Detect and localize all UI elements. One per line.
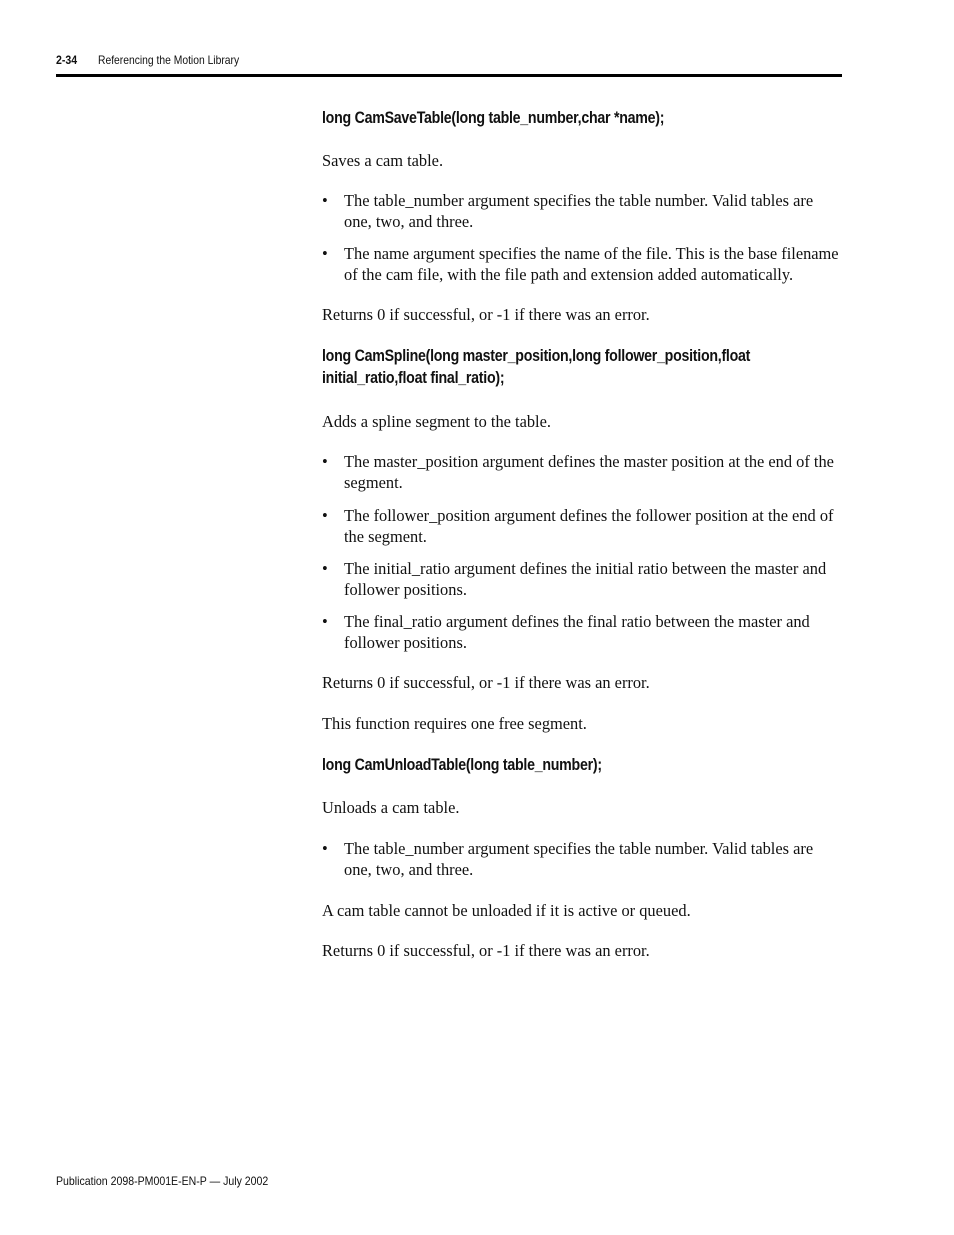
list-item-text: The table_number argument specifies the table number. Valid tables are one, two, and three.: [344, 839, 814, 879]
function-description: Saves a cam table.: [322, 151, 444, 170]
list-item-text: The master_position argument defines the master position at the end of the segment.: [344, 452, 834, 492]
bullet-icon: •: [322, 452, 328, 471]
function-description: Unloads a cam table.: [322, 798, 460, 817]
requirement-note: This function requires one free segment.: [322, 714, 587, 733]
list-item: [322, 243, 842, 285]
return-note: Returns 0 if successful, or -1 if there was an error.: [322, 305, 650, 324]
function-heading-camspline: [322, 345, 847, 389]
return-note: Returns 0 if successful, or -1 if there was an error.: [322, 941, 650, 960]
section-title: Referencing the Motion Library: [98, 53, 240, 67]
argument-list: [322, 838, 842, 880]
page-number: 2-34: [56, 53, 78, 67]
bullet-icon: •: [322, 191, 328, 210]
page-header: [56, 52, 842, 74]
list-item: [322, 451, 842, 493]
list-item: [322, 505, 842, 547]
page-footer: Publication 2098-PM001E-EN-P — July 2002: [56, 1174, 269, 1188]
page-content: [322, 107, 842, 961]
function-heading-camsavetable: long CamSaveTable(long table_number,char *name);: [322, 109, 665, 127]
function-description: Adds a spline segment to the table.: [322, 412, 551, 431]
signature-line: initial_ratio,float final_ratio);: [322, 369, 505, 387]
list-item-text: The initial_ratio argument defines the initial ratio between the master and follower positions.: [344, 559, 827, 599]
list-item-text: The final_ratio argument defines the final ratio between the master and follower positions.: [344, 612, 810, 652]
list-item: [322, 838, 842, 880]
argument-list: [322, 451, 842, 653]
header-rule: [56, 74, 842, 77]
bullet-icon: •: [322, 559, 328, 578]
list-item: [322, 190, 842, 232]
bullet-icon: •: [322, 506, 328, 525]
list-item-text: The follower_position argument defines the follower position at the end of the segment.: [344, 506, 834, 546]
signature-line: long CamSpline(long master_position,long follower_position,float: [322, 347, 751, 365]
bullet-icon: •: [322, 244, 328, 263]
argument-list: [322, 190, 842, 285]
bullet-icon: •: [322, 612, 328, 631]
list-item: [322, 558, 842, 600]
list-item: [322, 611, 842, 653]
return-note: Returns 0 if successful, or -1 if there was an error.: [322, 673, 650, 692]
function-heading-camunloadtable: long CamUnloadTable(long table_number);: [322, 756, 602, 774]
list-item-text: The name argument specifies the name of the file. This is the base filename of the cam file, with the file path and extension added automatically.: [344, 244, 839, 284]
bullet-icon: •: [322, 839, 328, 858]
unload-note: A cam table cannot be unloaded if it is active or queued.: [322, 901, 691, 920]
list-item-text: The table_number argument specifies the table number. Valid tables are one, two, and three.: [344, 191, 814, 231]
